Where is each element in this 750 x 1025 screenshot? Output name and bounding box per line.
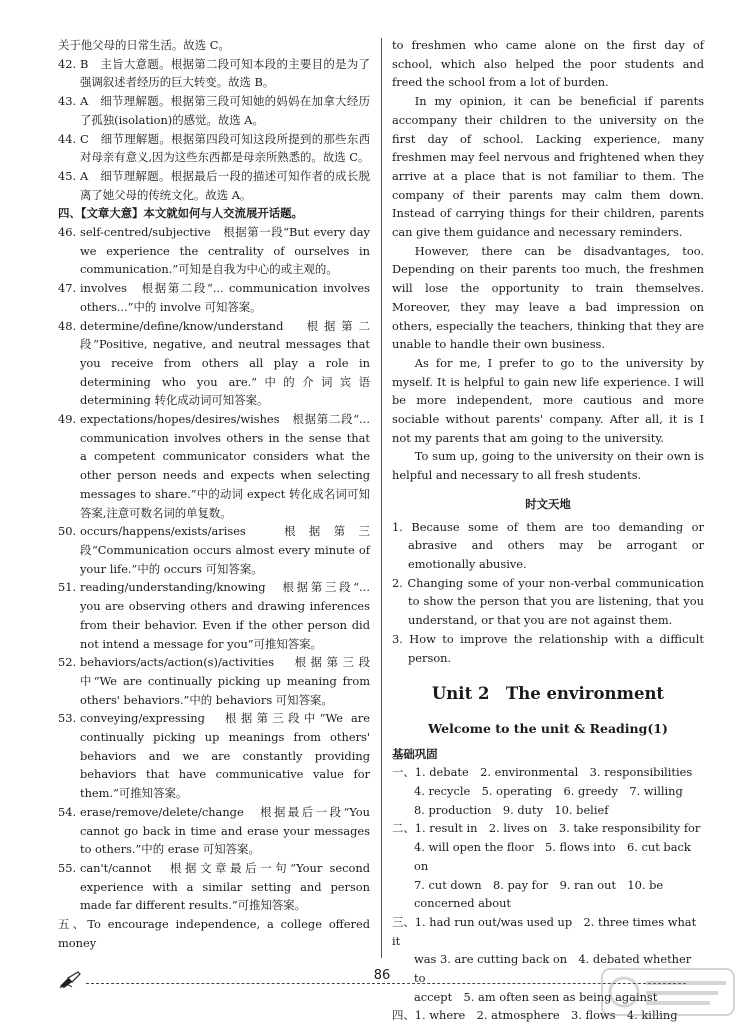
answer-item — [58, 709, 370, 803]
answer-number: 50. — [58, 524, 77, 539]
answer-text: determine/define/know/understand 根据第二段“Positive, negative, and neutral messages that you receive from others all play a role in determining who you are.”中的介词宾语 determining 转化成动词可知答案。 — [80, 318, 370, 408]
exercise-row: was 3. are cutting back on 4. debated whether to — [414, 952, 692, 986]
answer-item — [58, 92, 370, 129]
answer-item — [58, 578, 370, 653]
answer-number: 53. — [58, 711, 77, 726]
exercise-row: 7. cut down 8. pay for 9. ran out 10. be — [414, 877, 664, 892]
unit-subtitle: Welcome to the unit & Reading(1) — [428, 720, 668, 736]
shiwen-title: 时文天地 — [525, 496, 571, 511]
exercise-row: 8. production 9. duty 10. belief — [414, 802, 609, 817]
answer-text: can't/cannot 根据文章最后一句“Your second experience with a similar setting and person made far different results.”可推知答案。 — [80, 860, 370, 913]
answer-item — [58, 279, 370, 316]
answer-number: 42. — [58, 56, 77, 71]
answer-number: 54. — [58, 804, 77, 819]
essay-paragraph: However, there can be disadvantages, too. Depending on their parents too much, the freshmen will lose the opportunity to train themselves. Moreover, they may leave a bad impression on others, especially the teachers, thinking that they are unable to handle their own business. — [392, 243, 704, 352]
essay — [392, 36, 704, 485]
answer-item — [58, 859, 370, 915]
exercise-row: concerned about — [414, 896, 511, 911]
answer-text: C 细节理解题。根据第四段可知这段所提到的那些东西对母亲有意义,因为这些东西都是母亲所熟悉的。故选 C。 — [80, 131, 370, 165]
answer-list-fill — [58, 223, 370, 915]
answer-item — [58, 653, 370, 709]
answer-number: 55. — [58, 860, 77, 875]
watermark-logo — [598, 965, 738, 1019]
footer-rule — [86, 983, 686, 984]
answer-text: expectations/hopes/desires/wishes 根据第二段“... communication involves others in the sense that a competent communicator considers what the other person needs and expects when selecting messages to share.”中的动词 expect 转化成名词可知答案,注意可数名词的单复数。 — [80, 412, 370, 520]
answer-item — [58, 410, 370, 522]
answer-text: B 主旨大意题。根据第二段可知本段的主要目的是为了强调叙述者经历的巨大转变。故选 B。 — [80, 56, 370, 90]
essay-paragraph: As for me, I prefer to go to the university by myself. It is helpful to gain new life experience. I will be more independent, more cautious and more sociable without parents' company. After all, it is I not my parents that am going to the university. — [392, 355, 704, 445]
answer-number: 48. — [58, 318, 77, 333]
exercise-row: accept 5. am often seen as being against — [414, 989, 658, 1004]
page-number: 86 — [366, 968, 399, 983]
answer-item — [58, 522, 370, 578]
answer-item — [58, 317, 370, 411]
answer-text: self-centred/subjective 根据第一段“But every day we experience the centrality of ourselves in communication.”可知是自我为中心的或主观的。 — [80, 225, 370, 277]
exercise-row: 4. recycle 5. operating 6. greedy 7. willing — [414, 784, 683, 799]
answer-number: 47. — [58, 281, 77, 296]
right-column — [392, 36, 704, 1025]
exercise-row: 三、1. had run out/was used up 2. three times what it — [392, 914, 697, 948]
jichu-title: 基础巩固 — [392, 746, 438, 761]
answer-number: 43. — [58, 94, 77, 109]
exercise-row: 四、1. where 2. atmosphere 3. flows 4. killing — [392, 1008, 678, 1023]
left-column — [58, 36, 370, 952]
answer-item — [58, 167, 370, 204]
answer-item — [58, 55, 370, 92]
answer-text: occurs/happens/exists/arises 根据第三段“Communication occurs almost every minute of your life.”中的 occurs 可知答案。 — [80, 524, 370, 576]
answer-number: 51. — [58, 580, 77, 595]
exercise-row: 4. will open the floor 5. flows into 6. cut back on — [414, 840, 691, 873]
answer-list-reading — [58, 55, 370, 205]
essay-paragraph: In my opinion, it can be beneficial if parents accompany their children to the university on the first day of school. Lacking experience, many freshmen may feel nervous and frightened when they arrive at a place that is not familiar to them. The company of their parents may calm them down. Instead of carrying things for their children, parents can give them guidance and necessary reminders. — [392, 94, 704, 240]
answer-text: erase/remove/delete/change 根据最后一段“You cannot go back in time and erase your messages to others.”中的 erase 可知答案。 — [80, 804, 370, 857]
section-five-line: 五、To encourage independence, a college offered money — [58, 917, 370, 950]
column-divider — [381, 38, 382, 958]
answer-text: conveying/expressing 根据第三段中“We are continually picking up meanings from others' behaviors and we are constantly providing behaviors that have communicative value for them.”可推知答案。 — [80, 711, 370, 801]
answer-text: behaviors/acts/action(s)/activities 根据第三段中“We are continually picking up meaning from others' behaviors.”中的 behaviors 可知答案。 — [80, 655, 370, 707]
pen-icon — [58, 970, 84, 990]
answer-text: involves 根据第二段“... communication involves others...”中的 involve 可知答案。 — [80, 281, 370, 314]
essay-paragraph: To sum up, going to the university on their own is helpful and necessary to all fresh students. — [392, 449, 704, 483]
answer-number: 45. — [58, 168, 77, 183]
continued-line: 关于他父母的日常生活。故选 C。 — [58, 38, 230, 52]
answer-number: 44. — [58, 131, 77, 146]
essay-paragraph: to freshmen who came alone on the first day of school, which also helped the poor students and freed the school from a lot of burden. — [392, 38, 704, 90]
exercise-row: 二、1. result in 2. lives on 3. take responsibility for — [392, 821, 701, 836]
shiwen-item: 3. How to improve the relationship with a difficult person. — [392, 631, 704, 665]
answer-number: 46. — [58, 225, 77, 240]
section-four-heading: 四、【文章大意】本文就如何与人交流展开话题。 — [58, 206, 303, 221]
answer-text: A 细节理解题。根据第三段可知她的妈妈在加拿大经历了孤独(isolation)的感觉。故选 A。 — [80, 94, 370, 127]
exercise-row: 一、1. debate 2. environmental 3. responsibilities — [392, 765, 693, 780]
answer-number: 52. — [58, 655, 77, 670]
shiwen-item: 1. Because some of them are too demanding or abrasive and others may be arrogant or emotionally abusive. — [392, 519, 704, 571]
answer-item — [58, 223, 370, 279]
answer-text: reading/understanding/knowing 根据第三段“... you are observing others and drawing inferences from their behavior. Even if the other person did not intend a message for you”可推知答案。 — [80, 580, 370, 651]
shiwen-item: 2. Changing some of your non-verbal communication to show the person that you are listening, that you understand, or that you are not against them. — [392, 575, 704, 628]
answer-item — [58, 130, 370, 167]
answer-item — [58, 803, 370, 859]
shiwen-list — [392, 518, 704, 668]
answer-number: 49. — [58, 412, 77, 427]
answer-text: A 细节理解题。根据最后一段的描述可知作者的成长脱离了她父母的传统文化。故选 A。 — [80, 168, 370, 202]
unit-title: Unit 2 The environment — [431, 684, 665, 704]
